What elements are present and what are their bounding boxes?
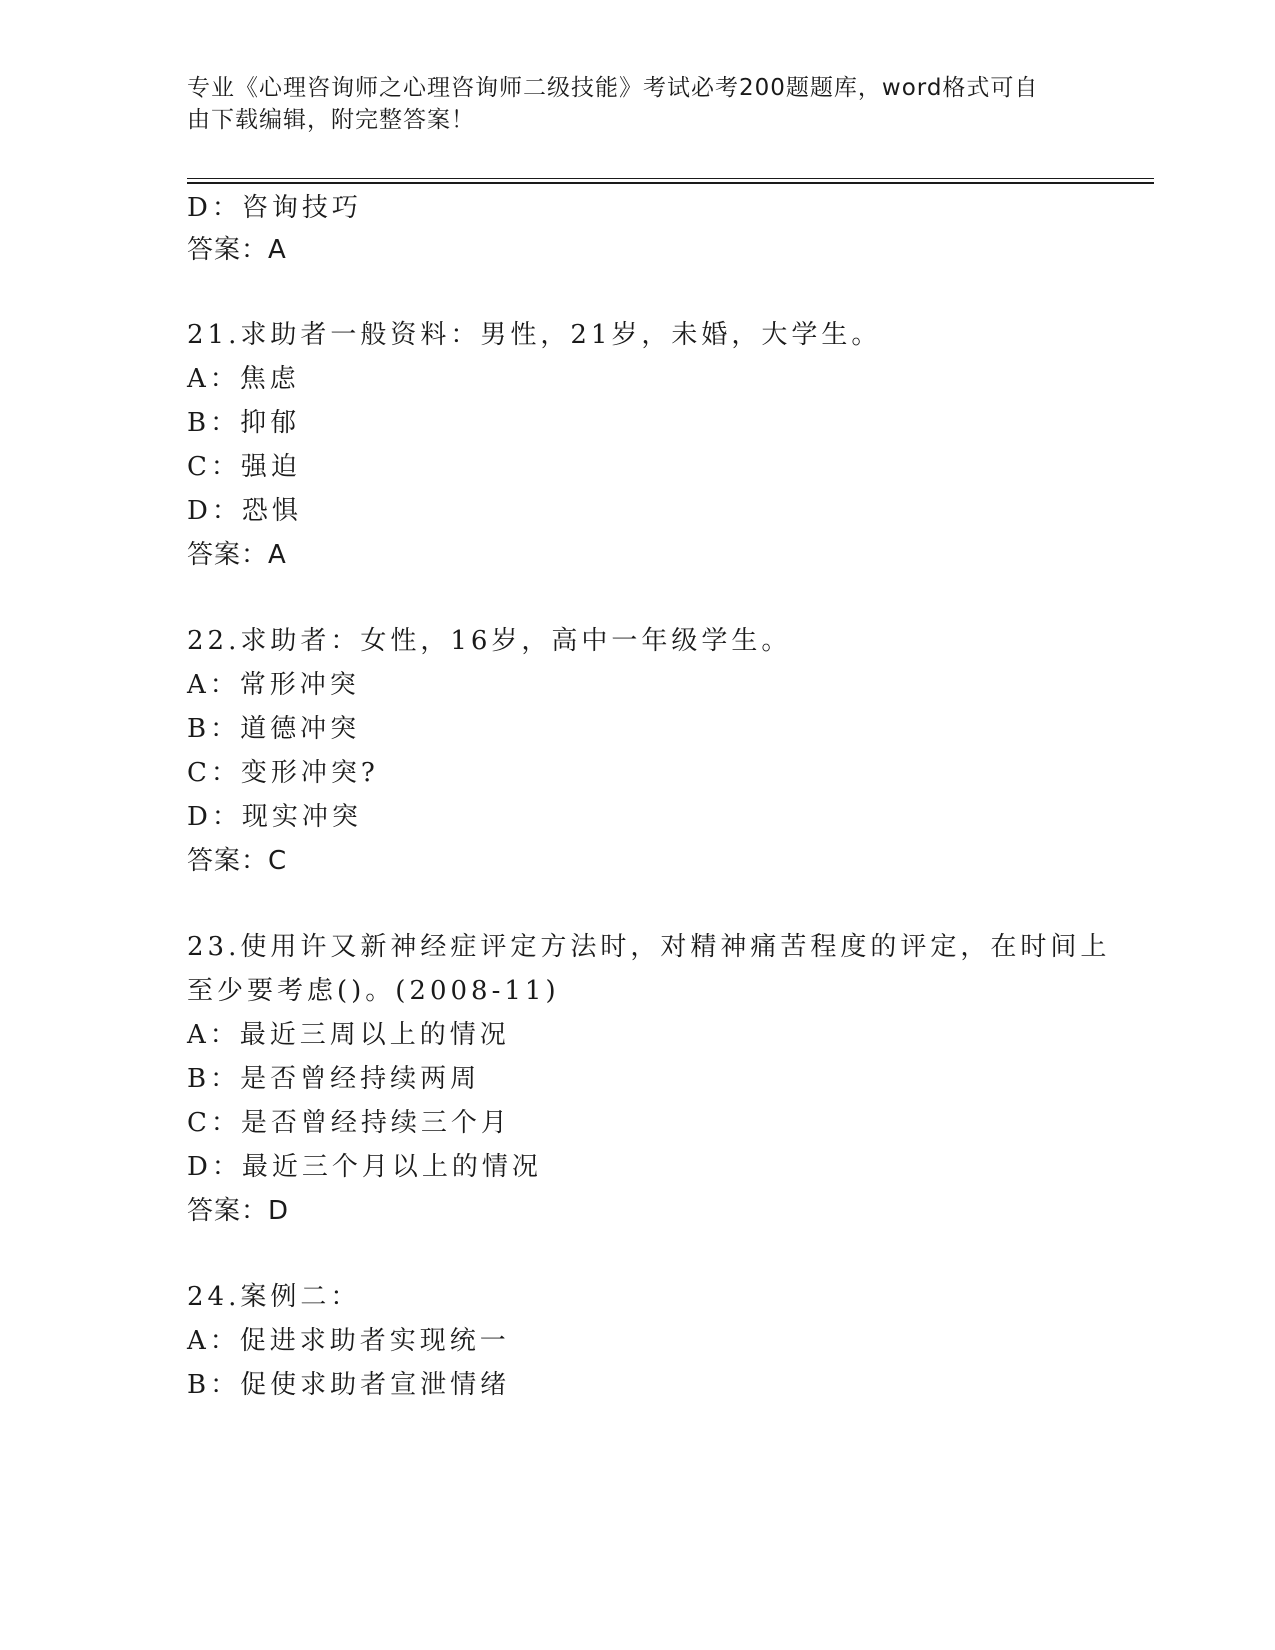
- question-24-stem: 24.案例二：: [187, 1282, 361, 1312]
- question-23-stem-line-2: 至少要考虑()。(2008-11): [187, 976, 560, 1006]
- question-22-option-a: A：常形冲突: [187, 670, 360, 700]
- question-24-option-a: A：促进求助者实现统一: [187, 1326, 510, 1356]
- question-22-answer: 答案：C: [187, 846, 288, 876]
- question-22-option-c: C：变形冲突?: [187, 758, 379, 788]
- question-23-option-d: D：最近三个月以上的情况: [187, 1152, 542, 1182]
- question-23-option-a: A：最近三周以上的情况: [187, 1020, 510, 1050]
- question-21-option-b: B：抑郁: [187, 408, 301, 438]
- question-21-stem: 21.求助者一般资料：男性，21岁，未婚，大学生。: [187, 320, 882, 350]
- question-22-stem: 22.求助者：女性，16岁，高中一年级学生。: [187, 626, 792, 656]
- question-23-option-b: B：是否曾经持续两周: [187, 1064, 481, 1094]
- header-line-2: 由下载编辑，附完整答案！: [187, 107, 475, 133]
- document-header: [187, 72, 1067, 136]
- prev-option-d: D：咨询技巧: [187, 193, 362, 223]
- question-21-answer: 答案：A: [187, 540, 287, 570]
- header-divider-thick: [187, 182, 1154, 184]
- question-21-option-a: A：焦虑: [187, 364, 300, 394]
- question-21-option-d: D：恐惧: [187, 496, 302, 526]
- prev-answer: 答案：A: [187, 235, 287, 265]
- question-22-option-d: D：现实冲突: [187, 802, 362, 832]
- header-divider-thin: [187, 178, 1154, 179]
- question-23-option-c: C：是否曾经持续三个月: [187, 1108, 511, 1138]
- question-23-stem-line-1: 23.使用许又新神经症评定方法时，对精神痛苦程度的评定，在时间上: [187, 932, 1111, 962]
- question-21-option-c: C：强迫: [187, 452, 301, 482]
- question-23-answer: 答案：D: [187, 1196, 290, 1226]
- question-24-option-b: B：促使求助者宣泄情绪: [187, 1370, 511, 1400]
- header-line-1: 专业《心理咨询师之心理咨询师二级技能》考试必考200题题库，word格式可自: [187, 75, 1039, 101]
- question-22-option-b: B：道德冲突: [187, 714, 361, 744]
